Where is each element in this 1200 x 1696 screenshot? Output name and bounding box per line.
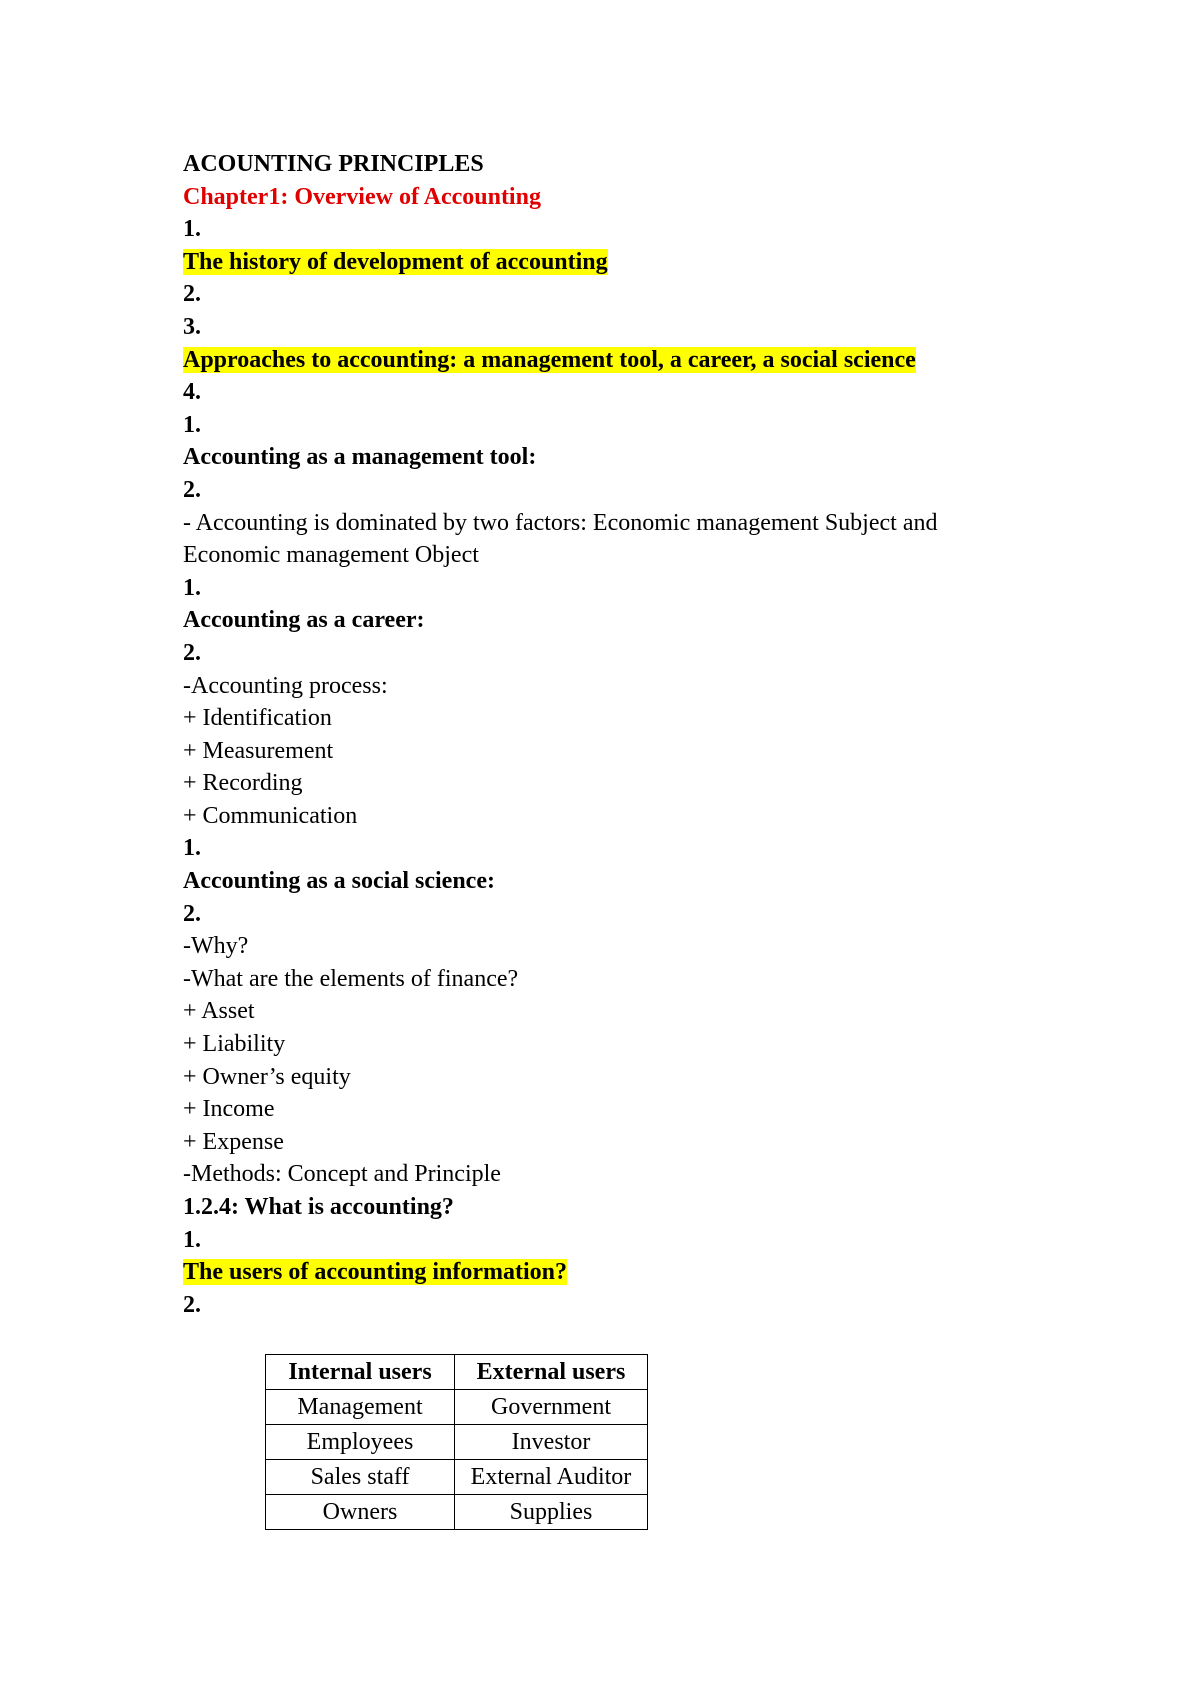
- document-line: 2.: [183, 476, 201, 503]
- document-line: + Communication: [183, 802, 358, 829]
- table-row: [266, 1495, 648, 1530]
- document-line: [183, 246, 983, 279]
- document-line: + Expense: [183, 1128, 284, 1155]
- table-cell: Sales staff: [266, 1460, 455, 1495]
- table-row: [266, 1390, 648, 1425]
- document-line: 1.2.4: What is accounting?: [183, 1194, 454, 1220]
- table-cell: External Auditor: [455, 1460, 648, 1495]
- document-line: -Why?: [183, 933, 249, 960]
- document-line: 1.: [183, 216, 201, 243]
- document-line: + Owner’s equity: [183, 1063, 351, 1090]
- document-line: [183, 344, 943, 377]
- document-line: + Identification: [183, 705, 332, 732]
- table-row: [266, 1460, 648, 1495]
- highlighted-heading: The users of accounting information?: [183, 1259, 567, 1286]
- document-line: + Asset: [183, 998, 255, 1025]
- document-line: 3.: [183, 313, 201, 340]
- document-body: [183, 148, 983, 1321]
- table-cell: Owners: [266, 1495, 455, 1530]
- document-title: ACOUNTING PRINCIPLES: [183, 151, 484, 177]
- users-table: [265, 1354, 648, 1530]
- highlighted-heading: Approaches to accounting: a management tool, a career, a social science: [183, 346, 916, 373]
- document-line: 4.: [183, 379, 201, 406]
- table-cell: Government: [455, 1390, 648, 1425]
- table-cell: Supplies: [455, 1495, 648, 1530]
- document-line: 2.: [183, 281, 201, 308]
- document-line: 2.: [183, 900, 201, 927]
- table-cell: Management: [266, 1390, 455, 1425]
- document-line: + Recording: [183, 770, 303, 797]
- document-line: 2.: [183, 1291, 201, 1318]
- document-line: 1.: [183, 1226, 201, 1253]
- table-row: [266, 1425, 648, 1460]
- document-line: Accounting as a career:: [183, 607, 425, 634]
- document-line: -Accounting process:: [183, 672, 388, 699]
- chapter-heading: Chapter1: Overview of Accounting: [183, 183, 541, 210]
- table-cell: Investor: [455, 1425, 648, 1460]
- document-line: -Methods: Concept and Principle: [183, 1161, 501, 1188]
- document-line: 1.: [183, 574, 201, 601]
- document-line: + Income: [183, 1096, 275, 1123]
- document-lines: [183, 213, 983, 1321]
- document-line: Accounting as a management tool:: [183, 444, 537, 471]
- table-header-internal: Internal users: [266, 1355, 455, 1390]
- document-line: 1.: [183, 835, 201, 862]
- table-header-external: External users: [455, 1355, 648, 1390]
- document-line: 1.: [183, 411, 201, 438]
- document-line: - Accounting is dominated by two factors: Economic management Subject and Economic management Object: [183, 509, 938, 569]
- document-line: -What are the elements of finance?: [183, 965, 519, 992]
- document-line: + Measurement: [183, 737, 334, 764]
- document-line: [183, 1256, 983, 1289]
- table-cell: Employees: [266, 1425, 455, 1460]
- document-line: Accounting as a social science:: [183, 868, 495, 895]
- document-line: 2.: [183, 639, 201, 666]
- highlighted-heading: The history of development of accounting: [183, 248, 608, 275]
- document-line: + Liability: [183, 1031, 286, 1058]
- table-header-row: [266, 1355, 648, 1390]
